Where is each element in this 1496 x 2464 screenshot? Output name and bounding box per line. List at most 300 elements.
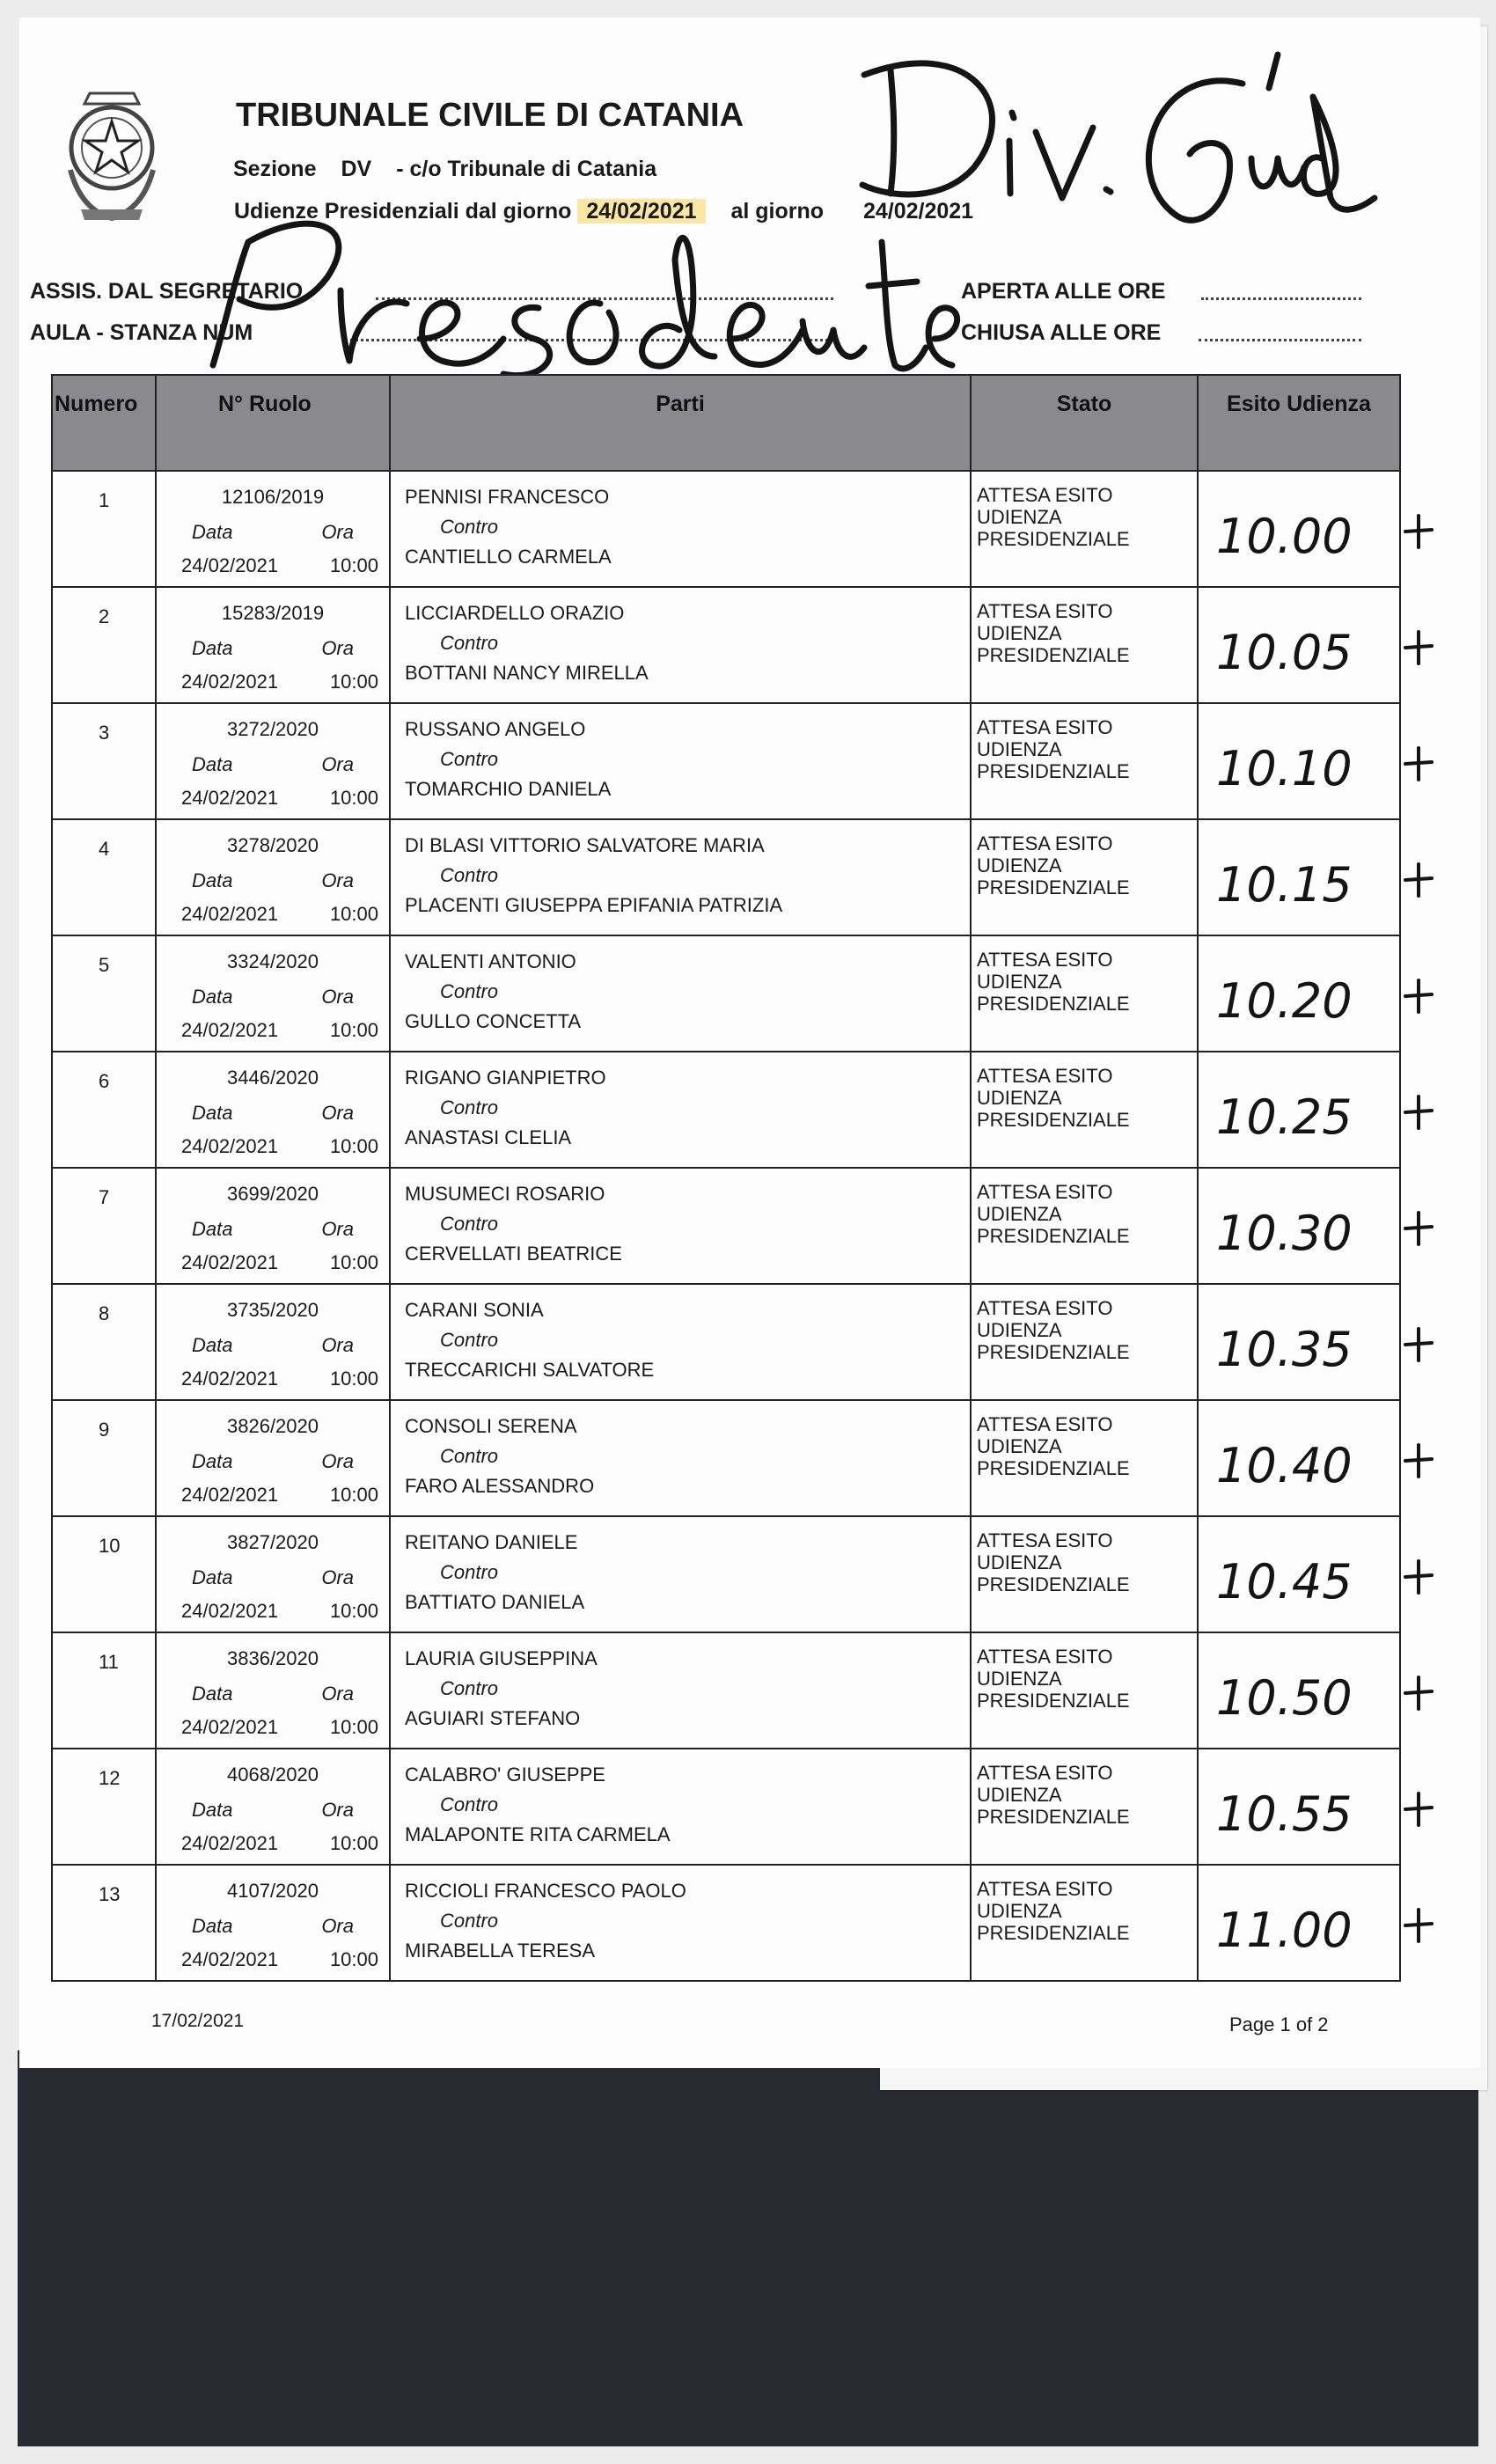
- sede: - c/o Tribunale di Catania: [396, 157, 657, 181]
- data-label: Data: [192, 1683, 233, 1705]
- col-stato: Stato: [971, 375, 1198, 471]
- hearing-date: 24/02/2021: [181, 1251, 279, 1273]
- party-defendant: TOMARCHIO DANIELA: [405, 778, 612, 800]
- stato-line: ATTESA ESITO: [977, 949, 1113, 971]
- table-row: [52, 1284, 1400, 1400]
- ruolo-number: 4107/2020: [227, 1880, 319, 1902]
- ruolo-number: 3324/2020: [227, 950, 319, 972]
- handwritten-esito: [1207, 1767, 1449, 1855]
- esito-time: 10.15: [1216, 857, 1353, 913]
- table-row: [52, 1749, 1400, 1865]
- table-row: [52, 1052, 1400, 1168]
- ruolo-cell: [156, 935, 390, 1052]
- hearing-time: 10:00: [329, 787, 378, 809]
- stato-line: ATTESA ESITO: [977, 1181, 1113, 1203]
- hearing-date: 24/02/2021: [181, 787, 279, 809]
- stato-line: UDIENZA: [977, 1900, 1062, 1922]
- handwritten-esito: [1207, 722, 1449, 810]
- numero-cell: [52, 1168, 156, 1284]
- handwritten-esito: [1207, 1419, 1449, 1507]
- col-esito: Esito Udienza: [1198, 375, 1400, 471]
- numero-cell: [52, 935, 156, 1052]
- hearing-time: 10:00: [329, 903, 378, 925]
- row-number: 9: [99, 1419, 110, 1441]
- handwritten-esito: [1207, 1651, 1449, 1739]
- esito-time: 10.20: [1216, 973, 1353, 1029]
- table-row: [52, 703, 1400, 819]
- esito-time: 10.45: [1216, 1554, 1353, 1610]
- stato-cell: [971, 1284, 1198, 1400]
- plus-mark-icon: [1405, 1561, 1432, 1593]
- ora-label: Ora: [321, 986, 354, 1008]
- row-number: 1: [99, 489, 110, 511]
- ora-label: Ora: [321, 1334, 354, 1356]
- scan-background: [18, 2050, 1478, 2446]
- data-label: Data: [192, 1566, 233, 1588]
- plus-mark-icon: [1405, 1213, 1432, 1244]
- contro-label: Contro: [440, 516, 499, 538]
- esito-cell: [1198, 1749, 1400, 1865]
- stato-line: PRESIDENZIALE: [977, 1690, 1130, 1712]
- stato-cell: [971, 1052, 1198, 1168]
- stato-line: ATTESA ESITO: [977, 832, 1113, 854]
- handwritten-esito: [1207, 605, 1449, 693]
- party-defendant: CERVELLATI BEATRICE: [405, 1243, 622, 1265]
- esito-cell: [1198, 471, 1400, 587]
- row-number: 5: [99, 954, 110, 976]
- stato-line: UDIENZA: [977, 738, 1062, 760]
- party-plaintiff: LICCIARDELLO ORAZIO: [405, 602, 625, 624]
- party-defendant: GULLO CONCETTA: [405, 1010, 582, 1032]
- numero-cell: [52, 703, 156, 819]
- col-numero: Numero: [52, 375, 156, 471]
- esito-time: 10.00: [1216, 509, 1353, 564]
- numero-cell: [52, 587, 156, 703]
- esito-cell: [1198, 1284, 1400, 1400]
- numero-cell: [52, 1284, 156, 1400]
- row-number: 10: [99, 1535, 121, 1557]
- ora-label: Ora: [321, 1915, 354, 1937]
- data-label: Data: [192, 753, 233, 775]
- party-plaintiff: CALABRO' GIUSEPPE: [405, 1764, 605, 1786]
- hearing-time: 10:00: [329, 1716, 378, 1738]
- section-line: [233, 157, 681, 182]
- plus-mark-icon: [1405, 864, 1432, 896]
- stato-line: ATTESA ESITO: [977, 1762, 1113, 1784]
- document-page: [19, 18, 1480, 2068]
- stato-line: PRESIDENZIALE: [977, 1109, 1130, 1131]
- stato-line: ATTESA ESITO: [977, 1878, 1113, 1900]
- al-label: al giorno: [730, 199, 825, 224]
- hearing-date: 24/02/2021: [181, 1832, 279, 1854]
- party-plaintiff: VALENTI ANTONIO: [405, 950, 576, 972]
- republic-emblem-icon: [55, 86, 169, 225]
- data-label: Data: [192, 1334, 233, 1356]
- ruolo-cell: [156, 587, 390, 703]
- stato-line: UDIENZA: [977, 1784, 1062, 1806]
- stato-cell: [971, 1749, 1198, 1865]
- handwritten-esito: [1207, 1302, 1449, 1390]
- stato-line: UDIENZA: [977, 854, 1062, 876]
- plus-mark-icon: [1405, 1677, 1432, 1709]
- contro-label: Contro: [440, 980, 499, 1002]
- row-number: 12: [99, 1767, 121, 1789]
- ruolo-number: 3446/2020: [227, 1067, 319, 1089]
- contro-label: Contro: [440, 748, 499, 770]
- hearing-schedule-table: [51, 374, 1401, 1982]
- aula-label: AULA - STANZA NUM: [30, 320, 253, 345]
- stato-cell: [971, 703, 1198, 819]
- row-number: 11: [99, 1651, 119, 1673]
- party-defendant: BOTTANI NANCY MIRELLA: [405, 662, 649, 684]
- numero-cell: [52, 819, 156, 935]
- ruolo-cell: [156, 1516, 390, 1632]
- hearing-date: 24/02/2021: [181, 1716, 279, 1738]
- stato-line: UDIENZA: [977, 1319, 1062, 1341]
- hearing-date: 24/02/2021: [181, 554, 279, 576]
- ora-label: Ora: [321, 1102, 354, 1124]
- ora-label: Ora: [321, 1799, 354, 1821]
- sezione-label: Sezione: [233, 157, 317, 181]
- party-defendant: CANTIELLO CARMELA: [405, 546, 612, 568]
- stato-line: PRESIDENZIALE: [977, 1922, 1130, 1944]
- court-title: TRIBUNALE CIVILE DI CATANIA: [236, 97, 744, 134]
- stato-line: ATTESA ESITO: [977, 1065, 1113, 1087]
- stato-line: ATTESA ESITO: [977, 600, 1113, 622]
- stato-line: ATTESA ESITO: [977, 484, 1113, 506]
- ruolo-cell: [156, 1400, 390, 1516]
- ruolo-number: 3278/2020: [227, 834, 319, 856]
- table-row: [52, 587, 1400, 703]
- plus-mark-icon: [1405, 1793, 1432, 1825]
- party-defendant: AGUIARI STEFANO: [405, 1707, 581, 1729]
- table-row: [52, 1632, 1400, 1749]
- parti-cell: [390, 703, 971, 819]
- plus-mark-icon: [1405, 980, 1432, 1012]
- ora-label: Ora: [321, 869, 354, 891]
- party-defendant: PLACENTI GIUSEPPA EPIFANIA PATRIZIA: [405, 894, 783, 916]
- table-header-row: [52, 375, 1400, 471]
- data-label: Data: [192, 1102, 233, 1124]
- hearing-date: 24/02/2021: [181, 1135, 279, 1157]
- table-row: [52, 819, 1400, 935]
- hearing-time: 10:00: [329, 1600, 378, 1622]
- contro-label: Contro: [440, 864, 499, 886]
- ruolo-number: 12106/2019: [221, 486, 325, 508]
- stato-line: PRESIDENZIALE: [977, 1341, 1130, 1363]
- parti-cell: [390, 819, 971, 935]
- hearing-date: 24/02/2021: [181, 671, 279, 693]
- sezione-value: DV: [341, 157, 372, 181]
- stato-line: UDIENZA: [977, 1203, 1062, 1225]
- table-row: [52, 1168, 1400, 1284]
- table-row: [52, 935, 1400, 1052]
- handwritten-esito: [1207, 489, 1449, 577]
- ora-label: Ora: [321, 637, 354, 659]
- chiusa-dots: [1199, 339, 1361, 341]
- stato-line: ATTESA ESITO: [977, 1413, 1113, 1435]
- ora-label: Ora: [321, 1218, 354, 1240]
- data-label: Data: [192, 1799, 233, 1821]
- numero-cell: [52, 471, 156, 587]
- hearing-time: 10:00: [329, 1251, 378, 1273]
- data-label: Data: [192, 1450, 233, 1472]
- party-plaintiff: RICCIOLI FRANCESCO PAOLO: [405, 1880, 686, 1902]
- handwritten-esito: [1207, 1070, 1449, 1158]
- party-plaintiff: REITANO DANIELE: [405, 1531, 578, 1553]
- party-plaintiff: RIGANO GIANPIETRO: [405, 1067, 606, 1089]
- party-plaintiff: CONSOLI SERENA: [405, 1415, 577, 1437]
- end-date: 24/02/2021: [862, 199, 974, 224]
- plus-mark-icon: [1405, 632, 1432, 664]
- numero-cell: [52, 1632, 156, 1749]
- stato-line: UDIENZA: [977, 1435, 1062, 1457]
- hearing-time: 10:00: [329, 1484, 378, 1506]
- row-number: 4: [99, 838, 110, 860]
- stato-cell: [971, 1632, 1198, 1749]
- stato-cell: [971, 1400, 1198, 1516]
- esito-cell: [1198, 1168, 1400, 1284]
- ruolo-number: 3735/2020: [227, 1299, 319, 1321]
- party-plaintiff: PENNISI FRANCESCO: [405, 486, 610, 508]
- stato-line: ATTESA ESITO: [977, 1297, 1113, 1319]
- contro-label: Contro: [440, 1445, 499, 1467]
- esito-time: 10.50: [1216, 1670, 1353, 1726]
- stato-cell: [971, 935, 1198, 1052]
- numero-cell: [52, 1400, 156, 1516]
- ruolo-cell: [156, 1052, 390, 1168]
- stato-cell: [971, 471, 1198, 587]
- esito-time: 10.10: [1216, 741, 1353, 796]
- plus-mark-icon: [1405, 1910, 1432, 1941]
- hearing-time: 10:00: [329, 1135, 378, 1157]
- row-number: 8: [99, 1302, 110, 1324]
- party-defendant: TRECCARICHI SALVATORE: [405, 1359, 655, 1381]
- ruolo-number: 3826/2020: [227, 1415, 319, 1437]
- esito-cell: [1198, 935, 1400, 1052]
- parti-cell: [390, 1516, 971, 1632]
- party-defendant: ANASTASI CLELIA: [405, 1126, 572, 1148]
- parti-cell: [390, 1052, 971, 1168]
- row-number: 7: [99, 1186, 110, 1208]
- party-defendant: MALAPONTE RITA CARMELA: [405, 1823, 671, 1845]
- parti-cell: [390, 1284, 971, 1400]
- stato-line: ATTESA ESITO: [977, 716, 1113, 738]
- col-ruolo: N° Ruolo: [156, 375, 390, 471]
- numero-cell: [52, 1516, 156, 1632]
- esito-cell: [1198, 1632, 1400, 1749]
- contro-label: Contro: [440, 1677, 499, 1699]
- table-row: [52, 471, 1400, 587]
- stato-line: PRESIDENZIALE: [977, 1457, 1130, 1479]
- hearing-date: 24/02/2021: [181, 1484, 279, 1506]
- ruolo-number: 15283/2019: [221, 602, 325, 624]
- data-label: Data: [192, 1915, 233, 1937]
- ruolo-number: 4068/2020: [227, 1764, 319, 1786]
- numero-cell: [52, 1749, 156, 1865]
- page-number: Page 1 of 2: [1229, 2013, 1329, 2035]
- stato-cell: [971, 587, 1198, 703]
- esito-time: 11.00: [1216, 1903, 1353, 1958]
- party-defendant: BATTIATO DANIELA: [405, 1591, 585, 1613]
- data-label: Data: [192, 869, 233, 891]
- party-plaintiff: DI BLASI VITTORIO SALVATORE MARIA: [405, 834, 765, 856]
- stato-cell: [971, 1168, 1198, 1284]
- stato-line: ATTESA ESITO: [977, 1646, 1113, 1668]
- stato-line: PRESIDENZIALE: [977, 993, 1130, 1015]
- esito-cell: [1198, 819, 1400, 935]
- ruolo-cell: [156, 819, 390, 935]
- contro-label: Contro: [440, 1329, 499, 1351]
- hearing-time: 10:00: [329, 554, 378, 576]
- hearing-time: 10:00: [329, 1948, 378, 1970]
- esito-cell: [1198, 1865, 1400, 1981]
- esito-cell: [1198, 1400, 1400, 1516]
- party-plaintiff: MUSUMECI ROSARIO: [405, 1183, 605, 1205]
- handwritten-esito: [1207, 838, 1449, 926]
- stato-line: PRESIDENZIALE: [977, 1806, 1130, 1828]
- contro-label: Contro: [440, 1793, 499, 1815]
- start-date: 24/02/2021: [577, 199, 705, 224]
- hearing-time: 10:00: [329, 1832, 378, 1854]
- stato-line: PRESIDENZIALE: [977, 1573, 1130, 1595]
- assis-label: ASSIS. DAL SEGRETARIO: [30, 279, 304, 304]
- handwritten-esito: [1207, 1186, 1449, 1274]
- table-row: [52, 1865, 1400, 1981]
- plus-mark-icon: [1405, 516, 1432, 547]
- parti-cell: [390, 1168, 971, 1284]
- stato-line: UDIENZA: [977, 1087, 1062, 1109]
- numero-cell: [52, 1052, 156, 1168]
- stato-cell: [971, 819, 1198, 935]
- chiusa-label: CHIUSA ALLE ORE: [961, 320, 1162, 345]
- contro-label: Contro: [440, 632, 499, 654]
- contro-label: Contro: [440, 1561, 499, 1583]
- aperta-label: APERTA ALLE ORE: [961, 279, 1166, 304]
- handwritten-esito: [1207, 954, 1449, 1042]
- parti-cell: [390, 1749, 971, 1865]
- stato-line: PRESIDENZIALE: [977, 876, 1130, 898]
- esito-cell: [1198, 1516, 1400, 1632]
- esito-time: 10.35: [1216, 1322, 1353, 1377]
- esito-cell: [1198, 703, 1400, 819]
- contro-label: Contro: [440, 1213, 499, 1235]
- numero-cell: [52, 1865, 156, 1981]
- parti-cell: [390, 935, 971, 1052]
- col-parti: Parti: [390, 375, 971, 471]
- stato-line: UDIENZA: [977, 1551, 1062, 1573]
- handwritten-esito: [1207, 1535, 1449, 1623]
- handwritten-esito: [1207, 1883, 1449, 1971]
- esito-cell: [1198, 587, 1400, 703]
- data-label: Data: [192, 1218, 233, 1240]
- hearing-date: 24/02/2021: [181, 903, 279, 925]
- stato-line: ATTESA ESITO: [977, 1529, 1113, 1551]
- print-date: 17/02/2021: [151, 2011, 245, 2031]
- plus-mark-icon: [1405, 748, 1432, 780]
- parti-cell: [390, 1865, 971, 1981]
- hearing-date: 24/02/2021: [181, 1019, 279, 1041]
- ora-label: Ora: [321, 1566, 354, 1588]
- stato-line: UDIENZA: [977, 506, 1062, 528]
- ora-label: Ora: [321, 1683, 354, 1705]
- stato-line: UDIENZA: [977, 1668, 1062, 1690]
- esito-time: 10.25: [1216, 1089, 1353, 1145]
- ruolo-cell: [156, 1865, 390, 1981]
- contro-label: Contro: [440, 1096, 499, 1118]
- esito-time: 10.55: [1216, 1786, 1353, 1842]
- esito-time: 10.40: [1216, 1438, 1353, 1493]
- udienze-label: Udienze Presidenziali dal giorno: [234, 199, 572, 224]
- stato-cell: [971, 1516, 1198, 1632]
- row-number: 2: [99, 605, 110, 627]
- party-defendant: FARO ALESSANDRO: [405, 1475, 595, 1497]
- ruolo-number: 3272/2020: [227, 718, 319, 740]
- hearing-date: 24/02/2021: [181, 1948, 279, 1970]
- data-label: Data: [192, 637, 233, 659]
- hearing-date: 24/02/2021: [181, 1600, 279, 1622]
- ruolo-number: 3699/2020: [227, 1183, 319, 1205]
- party-plaintiff: RUSSANO ANGELO: [405, 718, 586, 740]
- hearing-time: 10:00: [329, 1368, 378, 1390]
- esito-cell: [1198, 1052, 1400, 1168]
- stato-line: UDIENZA: [977, 971, 1062, 993]
- hearing-time: 10:00: [329, 1019, 378, 1041]
- ora-label: Ora: [321, 753, 354, 775]
- esito-time: 10.30: [1216, 1206, 1353, 1261]
- table-row: [52, 1400, 1400, 1516]
- parti-cell: [390, 1400, 971, 1516]
- parti-cell: [390, 1632, 971, 1749]
- ruolo-cell: [156, 1749, 390, 1865]
- parti-cell: [390, 471, 971, 587]
- party-plaintiff: LAURIA GIUSEPPINA: [405, 1647, 598, 1669]
- hearing-date: 24/02/2021: [181, 1368, 279, 1390]
- party-plaintiff: CARANI SONIA: [405, 1299, 544, 1321]
- ruolo-cell: [156, 1632, 390, 1749]
- ruolo-number: 3836/2020: [227, 1647, 319, 1669]
- ruolo-number: 3827/2020: [227, 1531, 319, 1553]
- row-number: 3: [99, 722, 110, 744]
- party-defendant: MIRABELLA TERESA: [405, 1940, 596, 1962]
- contro-label: Contro: [440, 1910, 499, 1932]
- aperta-dots: [1201, 297, 1361, 300]
- stato-line: UDIENZA: [977, 622, 1062, 644]
- ruolo-cell: [156, 1284, 390, 1400]
- stato-line: PRESIDENZIALE: [977, 528, 1130, 550]
- hearing-time: 10:00: [329, 671, 378, 693]
- row-number: 6: [99, 1070, 110, 1092]
- ruolo-cell: [156, 471, 390, 587]
- plus-mark-icon: [1405, 1329, 1432, 1360]
- plus-mark-icon: [1405, 1096, 1432, 1128]
- stato-line: PRESIDENZIALE: [977, 1225, 1130, 1247]
- data-label: Data: [192, 986, 233, 1008]
- stato-line: PRESIDENZIALE: [977, 644, 1130, 666]
- plus-mark-icon: [1405, 1445, 1432, 1477]
- ora-label: Ora: [321, 521, 354, 543]
- ruolo-cell: [156, 1168, 390, 1284]
- data-label: Data: [192, 521, 233, 543]
- stato-cell: [971, 1865, 1198, 1981]
- ruolo-cell: [156, 703, 390, 819]
- esito-time: 10.05: [1216, 625, 1353, 680]
- table-row: [52, 1516, 1400, 1632]
- ora-label: Ora: [321, 1450, 354, 1472]
- parti-cell: [390, 587, 971, 703]
- row-number: 13: [99, 1883, 121, 1905]
- stato-line: PRESIDENZIALE: [977, 760, 1130, 782]
